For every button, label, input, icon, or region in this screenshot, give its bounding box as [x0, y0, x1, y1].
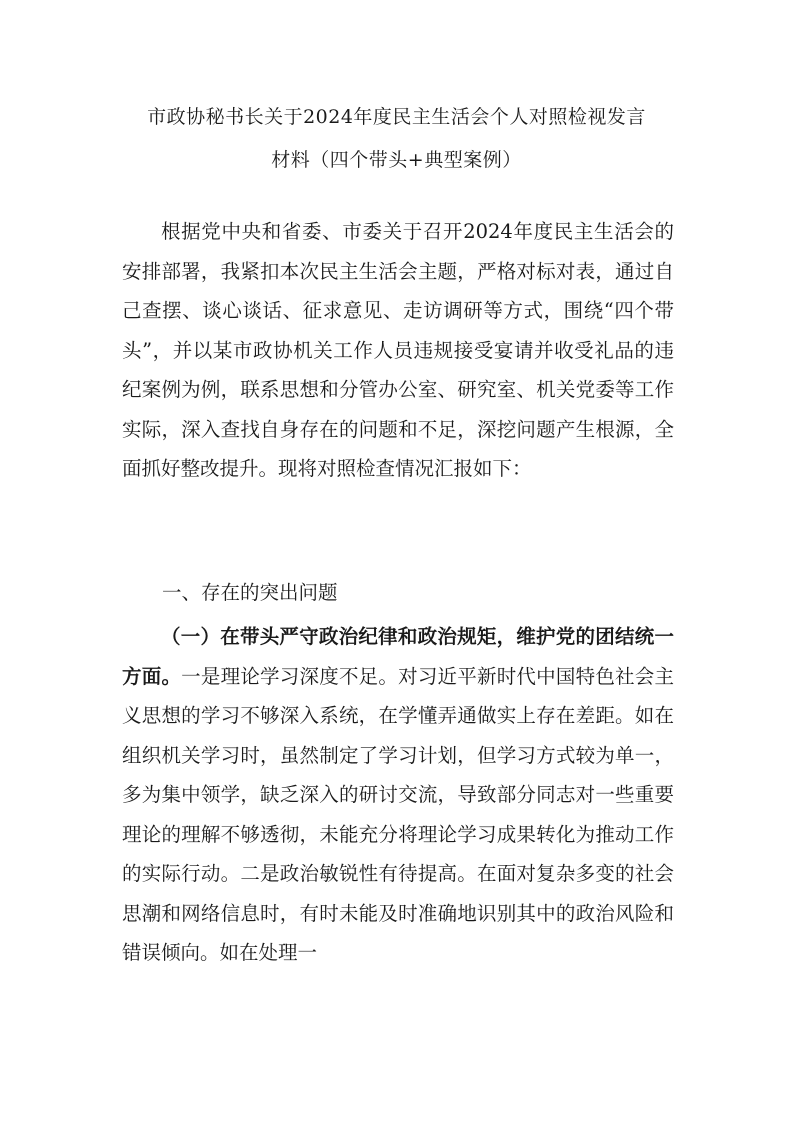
- title-line-2: 材料（四个带头+典型案例）: [271, 149, 522, 171]
- section-heading-1: 一、存在的突出问题: [162, 581, 338, 604]
- subsection-1-paragraph: [122, 617, 674, 973]
- subsection-1-heading: （一）在带头严守政治纪律和政治规矩，维护党的团结统一方面。: [122, 625, 674, 688]
- subsection-1: [122, 617, 674, 973]
- intro-paragraph: 根据党中央和省委、市委关于召开2024年度民主生活会的安排部署，我紧扣本次民主生活会主题，严格对标对表，通过自己查摆、谈心谈话、征求意见、走访调研等方式，围绕“四个带头”，并以某市政协机关工作人员违规接受宴请并收受礼品的违纪案例为例，联系思想和分管办公室、研究室、机关党委等工作实际，深入查找自身存在的问题和不足，深挖问题产生根源，全面抓好整改提升。现将对照检查情况汇报如下：: [122, 220, 674, 480]
- document-title: [110, 96, 683, 182]
- title-line-1: 市政协秘书长关于2024年度民主生活会个人对照检视发言: [147, 106, 646, 128]
- subsection-1-body: 一是理论学习深度不足。对习近平新时代中国特色社会主义思想的学习不够深入系统，在学懂弄通做实上存在差距。如在组织机关学习时，虽然制定了学习计划，但学习方式较为单一，多为集中领学，缺乏深入的研讨交流，导致部分同志对一些重要理论的理解不够透彻，未能充分将理论学习成果转化为推动工作的实际行动。二是政治敏锐性有待提高。在面对复杂多变的社会思潮和网络信息时，有时未能及时准确地识别其中的政治风险和错误倾向。如在处理一: [122, 664, 674, 964]
- intro-section: [122, 212, 674, 489]
